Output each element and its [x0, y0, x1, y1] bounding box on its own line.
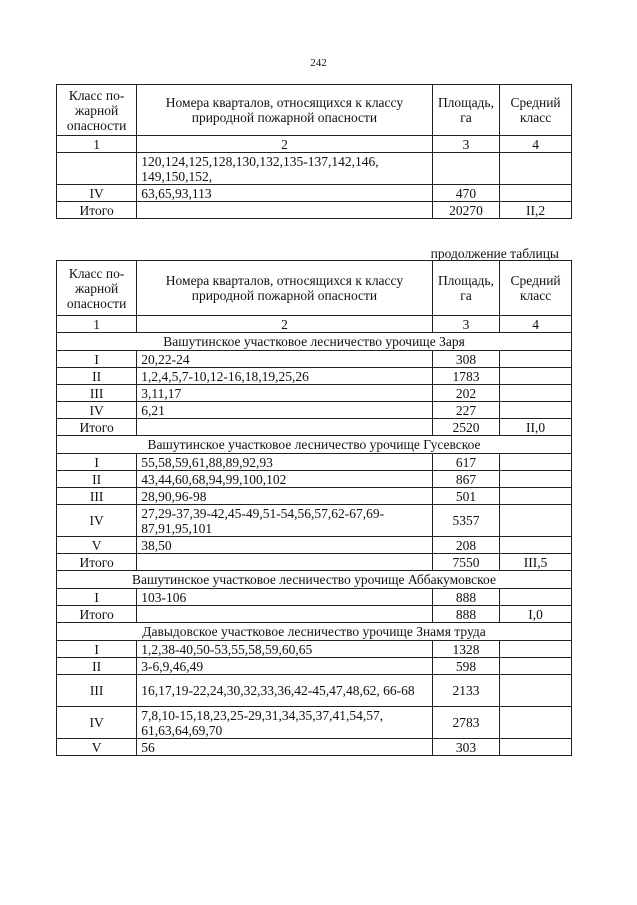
- avg-cell: [500, 454, 572, 471]
- section-title: Давыдовское участковое лесничество урочище Знамя труда: [57, 623, 572, 641]
- avg-cell: [500, 675, 572, 707]
- area-cell: 501: [432, 488, 500, 505]
- area-cell: 5357: [432, 505, 500, 537]
- table-row: [57, 385, 572, 402]
- table-row: [57, 675, 572, 707]
- table-row: [57, 505, 572, 537]
- section-title: Вашутинское участковое лесничество урочище Гусевское: [57, 436, 572, 454]
- area-cell: 617: [432, 454, 500, 471]
- quarters-cell: 103-106: [137, 589, 432, 606]
- class-cell: IV: [57, 402, 137, 419]
- table-row: [57, 658, 572, 675]
- column-number: 4: [500, 136, 572, 153]
- column-number: 3: [432, 316, 500, 333]
- avg-cell: [500, 537, 572, 554]
- quarters-cell: 6,21: [137, 402, 432, 419]
- total-area: 20270: [432, 202, 500, 219]
- section-title: Вашутинское участковое лесничество урочище Заря: [57, 333, 572, 351]
- area-cell: 208: [432, 537, 500, 554]
- table-row: [57, 488, 572, 505]
- table-row: [57, 368, 572, 385]
- empty-cell: [137, 554, 432, 571]
- table-row: [57, 589, 572, 606]
- section-heading: [57, 571, 572, 589]
- avg-cell: [500, 153, 572, 185]
- header-avg-class: Средний класс: [500, 85, 572, 136]
- area-cell: [432, 153, 500, 185]
- table-row: [57, 707, 572, 739]
- table-row: [57, 641, 572, 658]
- empty-cell: [137, 202, 432, 219]
- quarters-cell: 16,17,19-22,24,30,32,33,36,42-45,47,48,62, 66-68: [137, 675, 432, 707]
- quarters-cell: 1,2,38-40,50-53,55,58,59,60,65: [137, 641, 432, 658]
- class-cell: I: [57, 589, 137, 606]
- header-area: Площадь, га: [432, 261, 500, 316]
- class-cell: I: [57, 454, 137, 471]
- class-cell: II: [57, 368, 137, 385]
- avg-cell: [500, 641, 572, 658]
- area-cell: 470: [432, 185, 500, 202]
- avg-cell: [500, 739, 572, 756]
- section-heading: [57, 436, 572, 454]
- avg-cell: [500, 658, 572, 675]
- quarters-cell: 120,124,125,128,130,132,135-137,142,146, 149,150,152,: [137, 153, 432, 185]
- avg-cell: [500, 589, 572, 606]
- avg-cell: [500, 707, 572, 739]
- total-avg: II,0: [500, 419, 572, 436]
- area-cell: 1783: [432, 368, 500, 385]
- quarters-cell: 7,8,10-15,18,23,25-29,31,34,35,37,41,54,57, 61,63,64,69,70: [137, 707, 432, 739]
- class-cell: V: [57, 739, 137, 756]
- avg-cell: [500, 402, 572, 419]
- empty-cell: [137, 419, 432, 436]
- quarters-cell: 43,44,60,68,94,99,100,102: [137, 471, 432, 488]
- quarters-cell: 27,29-37,39-42,45-49,51-54,56,57,62-67,69-87,91,95,101: [137, 505, 432, 537]
- total-avg: I,0: [500, 606, 572, 623]
- table-row: [57, 153, 572, 185]
- area-cell: 888: [432, 589, 500, 606]
- area-cell: 303: [432, 739, 500, 756]
- column-number: 3: [432, 136, 500, 153]
- class-cell: III: [57, 488, 137, 505]
- total-label: Итого: [57, 419, 137, 436]
- class-cell: V: [57, 537, 137, 554]
- total-row: [57, 554, 572, 571]
- avg-cell: [500, 505, 572, 537]
- column-number: 2: [137, 136, 432, 153]
- area-cell: 598: [432, 658, 500, 675]
- total-row: [57, 202, 572, 219]
- total-area: 7550: [432, 554, 500, 571]
- area-cell: 867: [432, 471, 500, 488]
- total-label: Итого: [57, 554, 137, 571]
- total-row: [57, 419, 572, 436]
- class-cell: IV: [57, 707, 137, 739]
- column-number: 1: [57, 136, 137, 153]
- quarters-cell: 28,90,96-98: [137, 488, 432, 505]
- quarters-cell: 3,11,17: [137, 385, 432, 402]
- class-cell: III: [57, 675, 137, 707]
- table-row: [57, 471, 572, 488]
- total-label: Итого: [57, 202, 137, 219]
- table-row: [57, 185, 572, 202]
- area-cell: 1328: [432, 641, 500, 658]
- quarters-cell: 3-6,9,46,49: [137, 658, 432, 675]
- area-cell: 202: [432, 385, 500, 402]
- total-avg: II,2: [500, 202, 572, 219]
- class-cell: I: [57, 351, 137, 368]
- avg-cell: [500, 185, 572, 202]
- total-label: Итого: [57, 606, 137, 623]
- quarters-cell: 1,2,4,5,7-10,12-16,18,19,25,26: [137, 368, 432, 385]
- header-avg-class: Средний класс: [500, 261, 572, 316]
- column-number: 2: [137, 316, 432, 333]
- quarters-cell: 63,65,93,113: [137, 185, 432, 202]
- header-class: Класс по-жарной опасности: [57, 85, 137, 136]
- class-cell: II: [57, 658, 137, 675]
- table-row: [57, 402, 572, 419]
- total-area: 2520: [432, 419, 500, 436]
- header-quarters: Номера кварталов, относящихся к классу природной пожарной опасности: [137, 85, 432, 136]
- section-heading: [57, 623, 572, 641]
- total-avg: III,5: [500, 554, 572, 571]
- class-cell: IV: [57, 505, 137, 537]
- empty-cell: [137, 606, 432, 623]
- class-cell: [57, 153, 137, 185]
- quarters-cell: 20,22-24: [137, 351, 432, 368]
- avg-cell: [500, 488, 572, 505]
- avg-cell: [500, 471, 572, 488]
- class-cell: I: [57, 641, 137, 658]
- total-area: 888: [432, 606, 500, 623]
- column-number: 1: [57, 316, 137, 333]
- page-number: 242: [310, 57, 327, 69]
- total-row: [57, 606, 572, 623]
- class-cell: III: [57, 385, 137, 402]
- table-row: [57, 537, 572, 554]
- quarters-cell: 56: [137, 739, 432, 756]
- area-cell: 2783: [432, 707, 500, 739]
- column-number: 4: [500, 316, 572, 333]
- class-cell: II: [57, 471, 137, 488]
- class-cell: IV: [57, 185, 137, 202]
- header-quarters: Номера кварталов, относящихся к классу природной пожарной опасности: [137, 261, 432, 316]
- table-top-fragment: [56, 84, 572, 219]
- avg-cell: [500, 368, 572, 385]
- quarters-cell: 38,50: [137, 537, 432, 554]
- table-row: [57, 739, 572, 756]
- table-row: [57, 454, 572, 471]
- header-area: Площадь, га: [432, 85, 500, 136]
- table-row: [57, 351, 572, 368]
- section-title: Вашутинское участковое лесничество урочище Аббакумовское: [57, 571, 572, 589]
- area-cell: 308: [432, 351, 500, 368]
- avg-cell: [500, 351, 572, 368]
- avg-cell: [500, 385, 572, 402]
- header-class: Класс по-жарной опасности: [57, 261, 137, 316]
- continuation-label: продолжение таблицы: [430, 246, 559, 261]
- area-cell: 227: [432, 402, 500, 419]
- area-cell: 2133: [432, 675, 500, 707]
- quarters-cell: 55,58,59,61,88,89,92,93: [137, 454, 432, 471]
- section-heading: [57, 333, 572, 351]
- table-continuation: [56, 260, 572, 756]
